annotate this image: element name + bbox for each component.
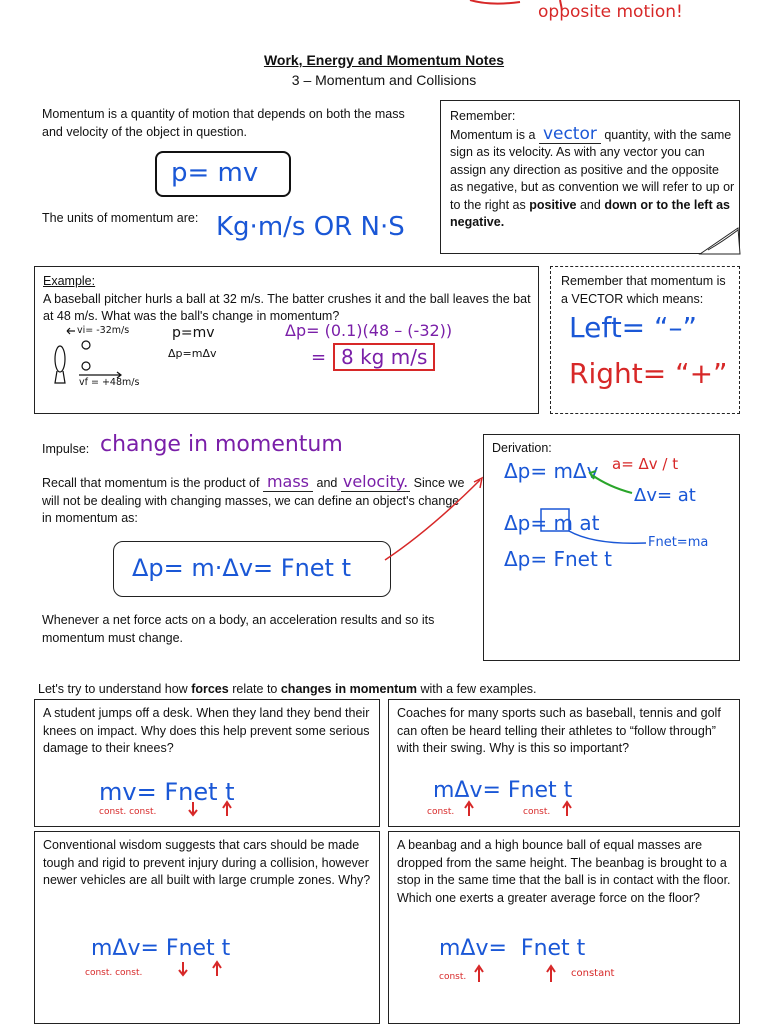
remember-down: down or to the left as negative. (450, 197, 731, 229)
impulse-answer: change in momentum (100, 432, 343, 457)
cell-2-eq: mΔv= Fnet t (433, 778, 573, 803)
vector-left: Left= “–” (569, 311, 698, 344)
remember-line1-post: quantity, with the same sign as its velocity. As with any vector you can assign any direction as positive and the opposite as negative, but as convention we will refer to up or to the right as (450, 127, 735, 212)
cell-4-eq: mΔv= Fnet t (439, 936, 586, 961)
momentum-formula: p= mv (171, 158, 259, 188)
cell-2-text: Coaches for many sports such as baseball, tennis and golf can often be heard telling their athletes to “follow through” with their swing. Why is this so important? (397, 706, 721, 755)
remember-heading: Remember: (450, 109, 516, 123)
cell-3-notes: const. const. (85, 968, 143, 978)
examples-intro-post: with a few examples. (420, 682, 537, 696)
derivation-line3: Δp= Fnet t (504, 547, 613, 571)
derivation-line2: Δp= m at (504, 511, 600, 535)
page-subtitle: 3 – Momentum and Collisions (291, 72, 477, 88)
derivation-dv: Δv= at (634, 485, 696, 506)
cell-4-note1: const. (439, 972, 467, 982)
page-title: Work, Energy and Momentum Notes (263, 52, 505, 68)
recall-and: and (316, 476, 338, 490)
impulse-label: Impulse: (42, 442, 90, 456)
example-label: Example: (43, 274, 96, 288)
example-cell-2 (388, 699, 740, 827)
example-cell-4 (388, 831, 740, 1024)
derivation-box (483, 434, 740, 661)
example-equals: = (311, 347, 327, 368)
vector-reminder-text: Remember that momentum is a VECTOR which means: (561, 274, 726, 306)
derivation-links (484, 435, 741, 662)
cell-2-arrows (449, 800, 589, 820)
example-calc: Δp= (0.1)(48 – (-32)) (285, 321, 453, 340)
cell-1-arrows (185, 800, 245, 820)
example-vf: vf = +48m/s (79, 377, 140, 388)
cell-4-note2: constant (571, 968, 615, 979)
example-text: A baseball pitcher hurls a ball at 32 m/s. The batter crushes it and the ball leaves the bat at 48 m/s. What was the ball's change in momentum? (43, 291, 531, 323)
cell-2-note2: const. (523, 807, 551, 817)
recall-velocity: velocity. (342, 472, 409, 491)
cell-1-eq: mv= Fnet t (99, 778, 235, 806)
cell-2-note1: const. (427, 807, 455, 817)
example-cell-1 (34, 699, 380, 827)
example-eq2: Δp=mΔv (168, 347, 217, 360)
example-vi: vi= -32m/s (77, 325, 130, 336)
remember-positive: positive (529, 197, 577, 212)
derivation-line1: Δp= mΔv (504, 459, 599, 483)
units-label: The units of momentum are: (42, 211, 199, 225)
recall-pre: Recall that momentum is the product of (42, 476, 260, 490)
examples-intro-forces: forces (191, 682, 229, 696)
example-eq1: p=mv (172, 325, 215, 341)
cell-1-notes: const. const. (99, 807, 157, 817)
remember-line1-pre: Momentum is a (450, 127, 536, 142)
derivation-fnet: Fnet=ma (648, 535, 709, 550)
cell-4-text: A beanbag and a high bounce ball of equal masses are dropped from the same height. The beanbag is brought to a stop in the same time that the ball is in contact with the floor. Which one exerts a greater average force on the floor? (397, 838, 731, 905)
remember-and: and (579, 197, 601, 212)
units-answer: Kg·m/s OR N·S (216, 212, 405, 242)
examples-intro-mid: relate to (232, 682, 278, 696)
vector-right: Right= “+” (569, 357, 728, 390)
impulse-formula: Δp= m·Δv= Fnet t (132, 554, 351, 582)
example-answer: 8 kg m/s (341, 345, 428, 369)
recall-mass: mass (263, 473, 313, 492)
remember-vector: vector (539, 126, 601, 145)
examples-intro-changes: changes in momentum (280, 682, 417, 696)
example-cell-3 (34, 831, 380, 1024)
cell-3-arrows (175, 960, 235, 980)
top-note: opposite motion! (538, 2, 683, 22)
derivation-accel: a= Δv / t (612, 455, 679, 473)
cell-1-text: A student jumps off a desk. When they land they bend their knees on impact. Why does this help prevent some serious damage to their knees? (43, 706, 370, 755)
derivation-heading: Derivation: (492, 441, 552, 455)
cell-3-text: Conventional wisdom suggests that cars should be made tough and rigid to prevent injury during a collision, however newer vehicles are all built with large crumple zones. Why? (43, 838, 371, 887)
net-force-text: Whenever a net force acts on a body, an acceleration results and so its momentum must change. (42, 613, 435, 645)
examples-intro-pre: Let's try to understand how (38, 682, 188, 696)
intro-text: Momentum is a quantity of motion that depends on both the mass and velocity of the object in question. (42, 107, 405, 139)
cell-4-arrows (449, 962, 589, 986)
cell-3-eq: mΔv= Fnet t (91, 936, 231, 961)
recall-post: Since we will not be dealing with changing masses, we can define an object's change in momentum as: (42, 476, 465, 525)
